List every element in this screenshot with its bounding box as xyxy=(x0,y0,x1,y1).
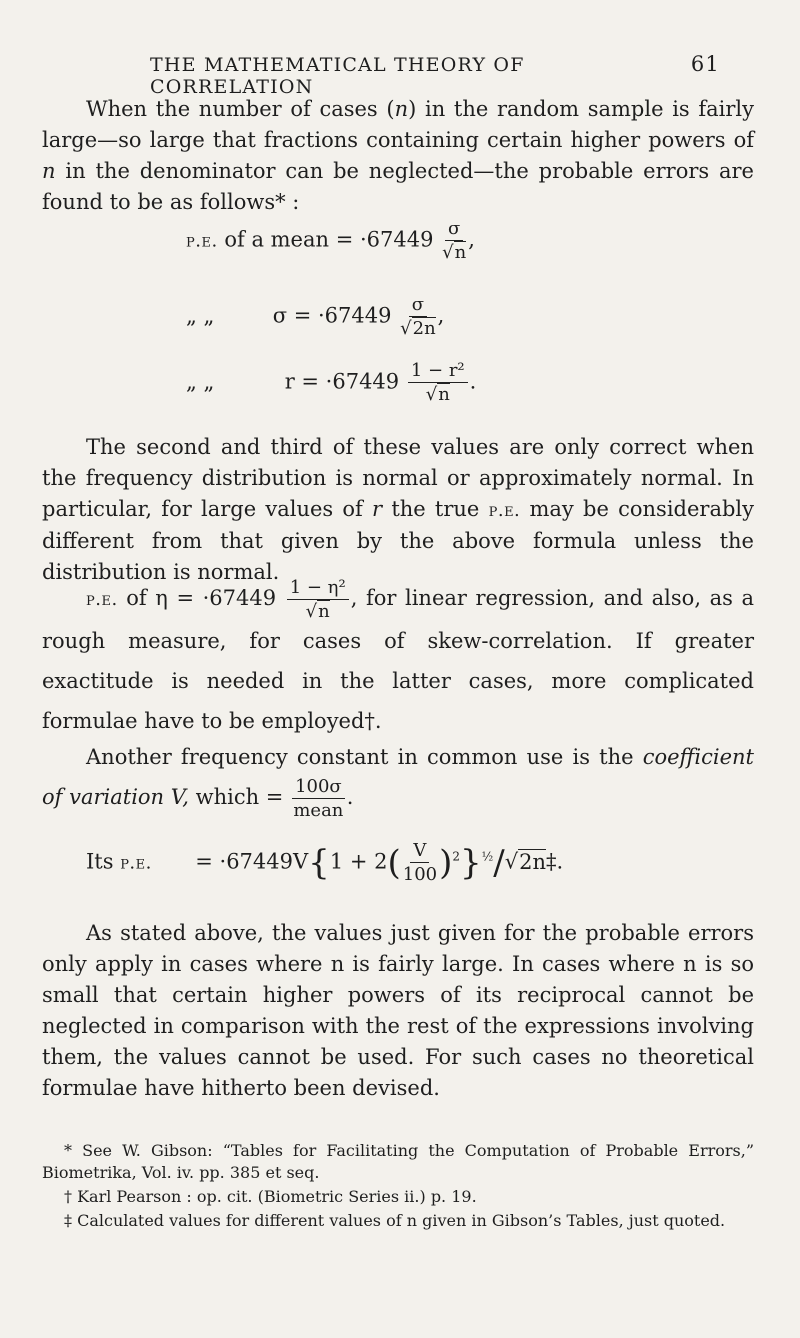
paragraph-small-samples: As stated above, the values just given for the probable errors only apply in cases where n is fairly large. In cases where n is so small that certain higher powers of its reciprocal cannot be neglected in comparison with the rest of the expressions involving them, the values cannot be used. For such cases no theoretical formulae have hitherto been devised. xyxy=(42,921,754,1100)
equation-pe-variation: Its p.e. = ·67449V{1 + 2( $\frac{V}{100}$ )$^2$}$^{\frac{1}{2}}$/√2n‡. xyxy=(86,840,564,885)
paragraph-intro: When the number of cases (n) in the random sample is fairly large—so large that fractions containing certain higher powers of n in the denominator can be neglected—the probable errors are found to be as follows* : xyxy=(42,97,754,214)
paragraph-eta: p.e. of η = ·67449 $\frac{\text{1 − η²}}{√n}$ , for linear regression, and also, as a rough measure, for cases of skew-correlation. If greater exactitude is needed in the latter cases, more complicated formulae have to be employed†. xyxy=(42,576,754,733)
paragraph-normality: The second and third of these values are only correct when the frequency distribution is normal or approximately normal. In particular, for large values of r the true p.e. may be considerably different from that given by the above formula unless the distribution is normal. xyxy=(42,435,754,584)
page-number: 61 xyxy=(690,52,720,76)
equation-pe-mean: p.e. of a mean = ·67449 $\frac{\sigma}{√n}$ , xyxy=(186,218,475,263)
fraction: $\frac{\sigma}{√n}$ xyxy=(442,218,467,263)
fraction: $\frac{\text{1 − η²}}{√n}$ xyxy=(287,579,349,621)
footnote-gibson: * See W. Gibson: “Tables for Facilitating the Computation of Probable Errors,” Biometrika, Vol. iv. pp. 385 et seq. xyxy=(42,1141,754,1182)
fraction: $\frac{\sigma}{√2n}$ xyxy=(400,294,436,339)
fraction: $\frac{V}{100}$ xyxy=(402,840,438,885)
equation-pe-sigma: „ „ σ = ·67449 $\frac{\sigma}{√2n}$ , xyxy=(186,294,445,339)
footnote-pearson: † Karl Pearson : op. cit. (Biometric Series ii.) p. 19. xyxy=(64,1187,477,1206)
footnote-calculated: ‡ Calculated values for different values of n given in Gibson’s Tables, just quoted. xyxy=(64,1211,726,1230)
fraction: $\frac{\text{1 − r²}}{√n}$ xyxy=(408,362,468,404)
equation-pe-r: „ „ r = ·67449 $\frac{\text{1 − r²}}{√n}$ . xyxy=(186,360,477,405)
fraction: $\frac{100\sigma}{\text{mean}}$ xyxy=(293,775,344,821)
paragraph-coefficient: Another frequency constant in common use is the coefficient of variation V, which = $\frac{100\sigma}{\text{mean}}$ . xyxy=(42,745,754,821)
running-header xyxy=(150,52,720,98)
header-title: THE MATHEMATICAL THEORY OF CORRELATION xyxy=(150,54,525,98)
